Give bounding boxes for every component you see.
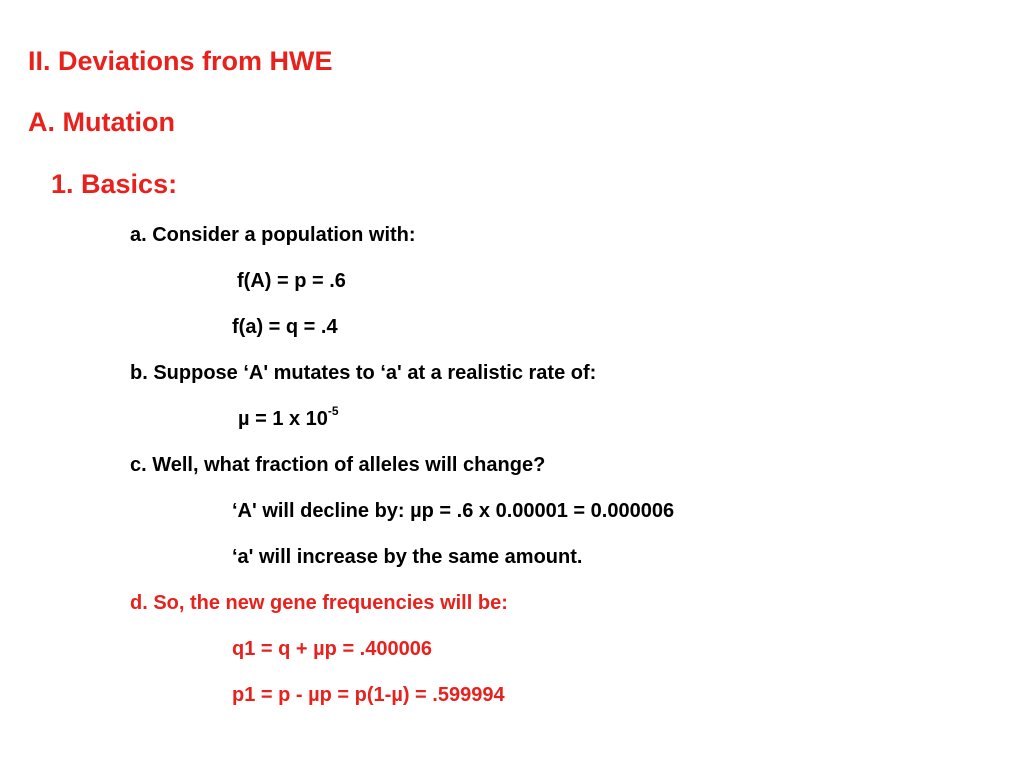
q1-formula: q1 = q + µp = .400006 bbox=[232, 638, 432, 660]
mutation-rate-base: µ = 1 x 10 bbox=[238, 408, 328, 430]
section-title: II. Deviations from HWE bbox=[28, 46, 333, 76]
freq-A-formula: f(A) = p = .6 bbox=[237, 270, 346, 292]
item-d: d. So, the new gene frequencies will be: bbox=[130, 592, 508, 614]
item-b: b. Suppose ‘A' mutates to ‘a' at a realistic rate of: bbox=[130, 362, 597, 384]
topic-title: 1. Basics: bbox=[51, 169, 178, 199]
decline-formula: ‘A' will decline by: µp = .6 x 0.00001 = 0.000006 bbox=[232, 500, 675, 522]
item-c: c. Well, what fraction of alleles will change? bbox=[130, 454, 546, 476]
mutation-rate-exponent: -5 bbox=[327, 404, 339, 418]
freq-a-formula: f(a) = q = .4 bbox=[232, 316, 338, 338]
item-a: a. Consider a population with: bbox=[130, 224, 416, 246]
increase-statement: ‘a' will increase by the same amount. bbox=[232, 546, 583, 568]
subsection-title: A. Mutation bbox=[28, 107, 175, 137]
mutation-rate-formula bbox=[238, 404, 339, 430]
p1-formula: p1 = p - µp = p(1-µ) = .599994 bbox=[232, 684, 505, 706]
